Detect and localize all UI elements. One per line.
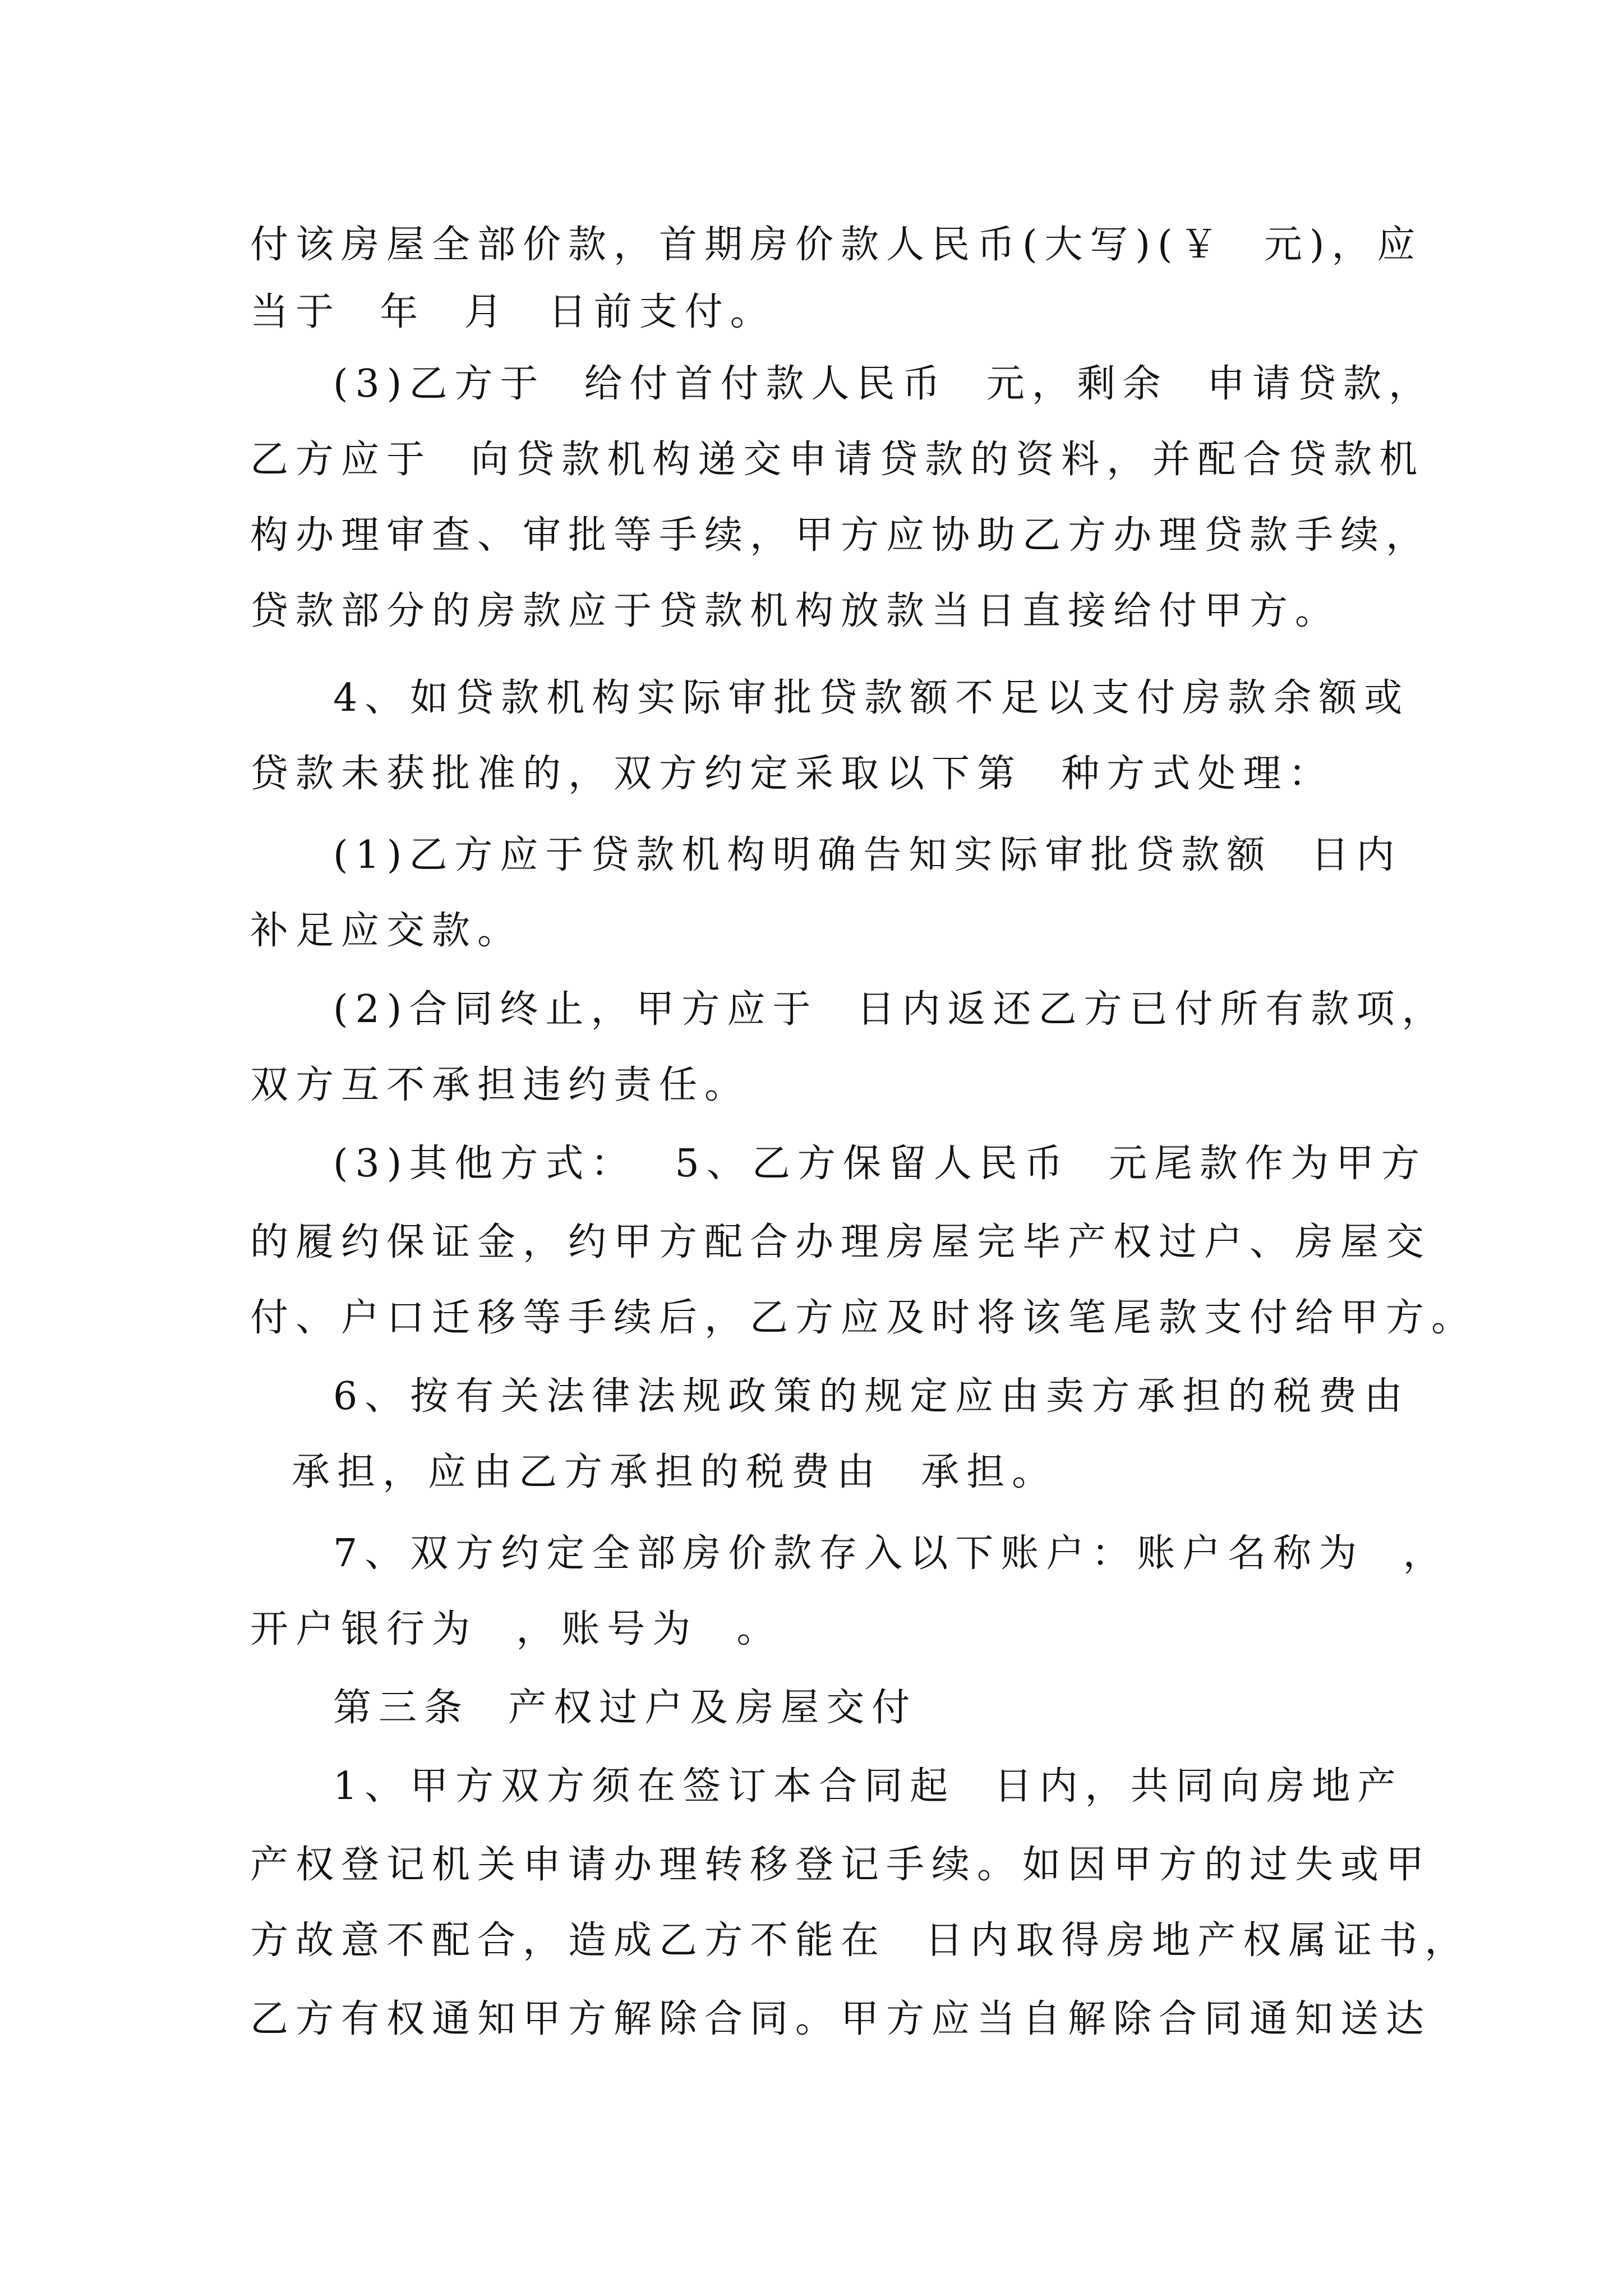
text-line: 4、如贷款机构实际审批贷款额不足以支付房款余额或 — [333, 676, 1410, 720]
text-line: 付、户口迁移等手续后，乙方应及时将该笔尾款支付给甲方。 — [250, 1296, 1477, 1340]
text-line: 的履约保证金，约甲方配合办理房屋完毕产权过户、房屋交 — [250, 1220, 1432, 1264]
text-line: (3)乙方于 给付首付款人民币 元，剩余 申请贷款， — [333, 362, 1435, 406]
text-line: 补足应交款。 — [250, 909, 523, 953]
text-line: 6、按有关法律法规政策的规定应由卖方承担的税费由 — [333, 1374, 1410, 1419]
text-line: 构办理审查、审批等手续，甲方应协助乙方办理贷款手续， — [250, 513, 1432, 558]
text-line: 开户银行为 ，账号为 。 — [250, 1607, 782, 1651]
section-heading: 第三条 产权过户及房屋交付 — [333, 1686, 917, 1730]
text-line: 1、甲方双方须在签订本合同起 日内，共同向房地产 — [333, 1764, 1403, 1809]
text-line: 方故意不配合，造成乙方不能在 日内取得房地产权属证书， — [250, 1918, 1470, 1963]
text-line: 贷款未获批准的，双方约定采取以下第 种方式处理： — [250, 752, 1334, 796]
text-line: 乙方应于 向贷款机构递交申请贷款的资料，并配合贷款机 — [250, 438, 1425, 482]
text-line: 7、双方约定全部房价款存入以下账户：账户名称为 ， — [333, 1531, 1449, 1576]
text-line: 承担，应由乙方承担的税费由 承担。 — [292, 1450, 1058, 1494]
text-line: 乙方有权通知甲方解除合同。甲方应当自解除合同通知送达 — [250, 1997, 1432, 2041]
text-line: 双方互不承担违约责任。 — [250, 1063, 750, 1107]
text-line: (2)合同终止，甲方应于 日内返还乙方已付所有款项， — [333, 987, 1447, 1032]
text-line: 贷款部分的房款应于贷款机构放款当日直接给付甲方。 — [250, 589, 1341, 633]
text-line: 当于 年 月 日前支付。 — [250, 290, 776, 334]
text-line: 产权登记机关申请办理转移登记手续。如因甲方的过失或甲 — [250, 1843, 1432, 1887]
text-line: (3)其他方式： 5、乙方保留人民币 元尾款作为甲方 — [333, 1142, 1427, 1186]
text-line: (1)乙方应于贷款机构明确告知实际审批贷款额 日内 — [333, 833, 1402, 877]
text-line: 付该房屋全部价款，首期房价款人民币(大写)(￥ 元)，应 — [250, 223, 1423, 267]
